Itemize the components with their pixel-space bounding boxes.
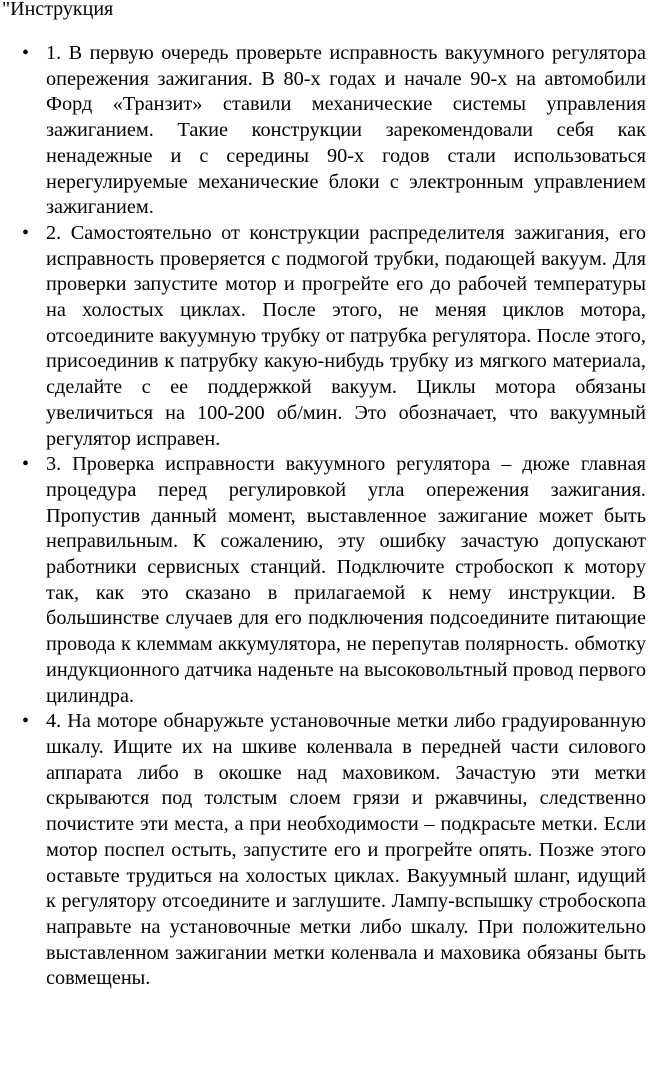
list-item-text: 3. Проверка исправности вакуумного регулятора – дюже главная процедура перед регулировкой угла опережения зажигания. Пропустив данный момент, выставленное зажигание может быть неправильным. К сожалению, эту ошибку зачастую допускают работники сервисных станций. Подключите стробоскоп к мотору так, как это сказано в прилагаемой к нему инструкции. В большинстве случаев для его подключения подсоедините питающие провода к клеммам аккумулятора, не перепутав полярность. обмотку индукционного датчика наденьте на высоковольтный провод первого цилиндра. [46,453,646,707]
instruction-list [0,41,646,992]
bullet-icon: • [22,710,30,733]
list-item [22,709,646,992]
list-item-text: 1. В первую очередь проверьте исправность вакуумного регулятора опережения зажигания. В 80-х годах и начале 90-х на автомобили Форд «Транзит» ставили механические системы управления зажиганием. Такие конструкции зарекомендовали себя как ненадежные и с середины 90-х годов стали использоваться нерегулируемые механические блоки с электронным управлением зажиганием. [46,42,646,219]
list-item [22,221,646,452]
bullet-icon: • [22,453,30,476]
bullet-icon: • [22,221,30,244]
document-heading: "Инструкция [2,0,114,20]
bullet-icon: • [22,42,30,64]
list-item [22,452,646,709]
list-item [22,41,646,221]
list-item-text: 4. На моторе обнаружьте установочные метки либо градуированную шкалу. Ищите их на шкиве коленвала в передней части силового аппарата либо в окошке над маховиком. Зачастую эти метки скрываются под толстым слоем грязи и ржавчины, следственно почистите эти места, а при необходимости – подкрасьте метки. Если мотор поспел остыть, запустите его и прогрейте опять. Позже этого оставьте трудиться на холостых циклах. Вакуумный шланг, идущий к регулятору отсоедините и заглушите. Лампу-вспышку стробоскопа направьте на установочные метки либо шкалу. При положительно выставленном зажигании метки коленвала и маховика обязаны быть совмещены. [46,710,646,990]
list-item-text: 2. Самостоятельно от конструкции распределителя зажигания, его исправность проверяется с подмогой трубки, подающей вакуум. Для проверки запустите мотор и прогрейте его до рабочей температуры на холостых циклах. После этого, не меняя циклов мотора, отсоедините вакуумную трубку от патрубка регулятора. После этого, присоединив к патрубку какую-нибудь трубку из мягкого материала, сделайте с ее поддержкой вакуум. Циклы мотора обязаны увеличиться на 100-200 об/мин. Это обозначает, что вакуумный регулятор исправен. [46,221,646,450]
